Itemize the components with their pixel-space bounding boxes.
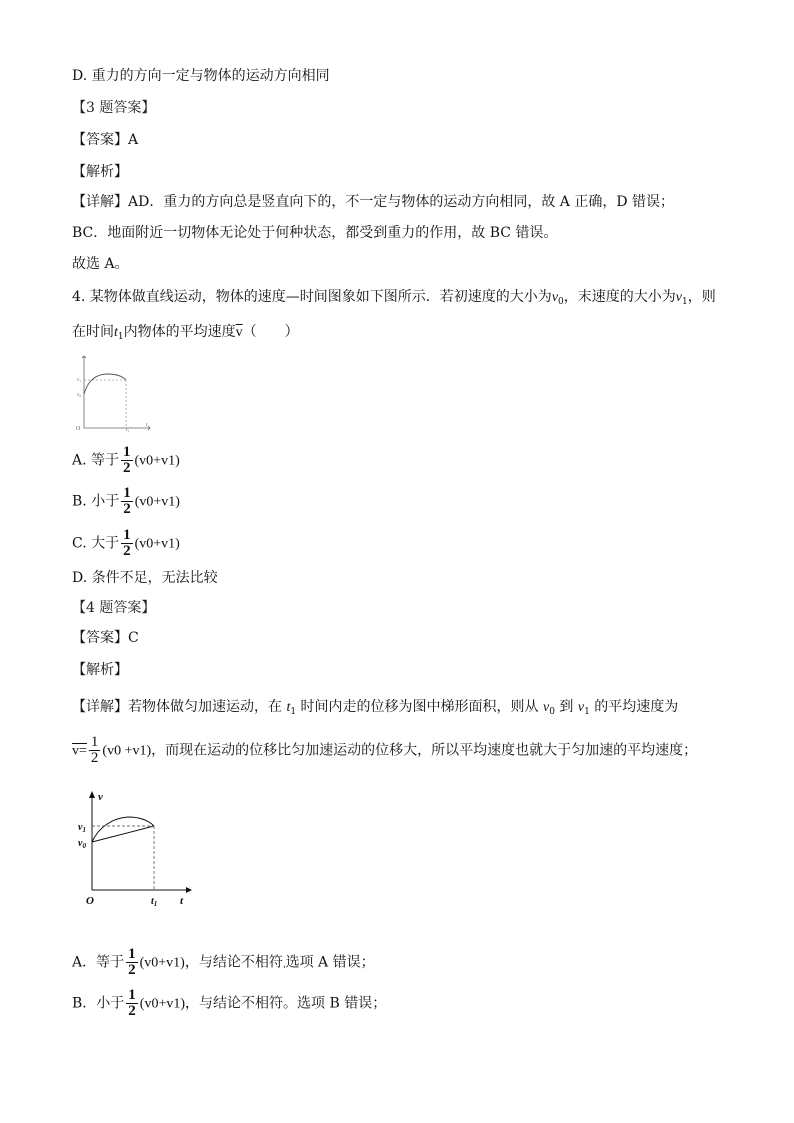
svg-text:O: O [86,895,94,907]
answer-label: 【答案】 [72,630,128,646]
detail-text: 时间内走的位移为图中梯形面积，则从 [300,699,539,715]
q4-option-d [72,568,218,588]
v0-symbol: v [542,700,550,715]
frac-num: 1 [123,527,131,543]
frac-num: 1 [128,987,136,1003]
review-text: ，与结论不相符 [184,954,283,971]
detail-label: 【详解】 [72,699,128,715]
review-text: ，与结论不相符。选项 B 错误； [185,995,387,1012]
half-fraction [121,528,133,559]
svg-text:v1: $v_1$ [78,822,86,834]
sum-expression: (v0+v1) [139,996,186,1012]
t1-symbol: t [114,325,118,340]
stem-text: 内物体的平均速度 [123,324,236,340]
q3-detail [72,192,674,212]
q4-option-b [72,486,180,517]
vbar-symbol: $\overline{v}$ [235,325,243,340]
q4-stem-line2 [72,322,299,347]
svg-text:O: O [76,426,81,432]
svg-text:t: t [146,423,148,428]
answer-value: C [128,630,139,646]
v0-subscript: 0 [549,707,555,717]
answer-label: 【答案】 [72,132,128,148]
svg-text:v₀: v₀ [77,393,82,398]
stem-text: ，末速度的大小为 [563,289,676,305]
svg-text:t1: $t_1$ [151,896,158,908]
sum-expression: (v0 +v1) [102,743,152,759]
frac-num: 1 [123,485,131,501]
v0-symbol: v [551,290,559,305]
q3-answer-header: 【3 题答案】 [72,100,156,116]
frac-den: 2 [123,501,131,517]
frac-den: 2 [123,460,131,476]
svg-text:t₁: t₁ [126,428,130,432]
vbar-equals: v= [72,743,87,759]
sum-expression: (v0+v1) [134,453,180,469]
stem-text: 在时间 [72,324,114,340]
stem-blank: （ ） [242,324,299,340]
large-vt-graph [76,786,194,910]
frac-den: 2 [123,543,131,559]
review-a: A．等于 $\frac{1}{2}$ (v0+v1)，与结论不相符ˌ选项 A 错误； [72,946,375,978]
q3-bc-text: BC．地面附近一切物体无论处于何种状态，都受到重力的作用，故 BC 错误。 [72,225,558,241]
v1-subscript: 1 [584,707,590,717]
option-label: A. [72,452,87,469]
q4-detail-line1 [72,697,678,722]
half-fraction [121,445,133,476]
review-b [72,988,386,1019]
t1-subscript: 1 [290,707,297,717]
v1-subscript: 1 [681,297,688,307]
q4-answer [72,628,139,648]
half-fraction [121,486,133,517]
option-label: C. [72,535,87,552]
option-text: 条件不足，无法比较 [91,570,218,586]
v1-symbol: v [675,290,682,305]
frac-num: 1 [128,946,136,962]
q3-answer [72,130,138,150]
v1-symbol: v [577,700,585,715]
q4-detail-line2 [72,735,697,766]
q4-analysis-label: 【解析】 [72,662,128,678]
detail-text: AD．重力的方向总是竖直向下的，不一定与物体的运动方向相同，故 A 正确，D 错误； [128,194,675,210]
answer-value: A [128,132,139,148]
t1-subscript: 1 [117,332,124,342]
half-fraction [126,988,138,1019]
option-text: 小于 [91,493,120,510]
q4-option-a [72,445,180,476]
q3-option-d: D. 重力的方向一定与物体的运动方向相同 [72,68,330,84]
option-label: D. [72,570,88,586]
q3-conclusion: 故选 A。 [72,256,129,272]
option-text: 等于 [91,452,120,469]
sum-expression: (v0+v1) [134,536,180,552]
detail-text: 若物体做匀加速运动，在 [128,699,282,715]
svg-text:t: t [180,895,184,907]
t1-symbol: t [286,700,291,715]
half-fraction [126,947,138,978]
svg-text:v₁: v₁ [77,378,82,383]
frac-num: 1 [90,734,99,750]
detail-text: ，而现在运动的位移比匀加速运动的位移大，所以平均速度也就大于匀加速的平均速度； [151,742,698,759]
frac-num: 1 [123,444,131,460]
q4-option-c [72,528,180,559]
detail-text: 的平均速度为 [594,699,679,715]
v0-subscript: 0 [558,297,564,307]
option-label: B. [72,493,87,510]
q3-analysis-label: 【解析】 [72,164,128,180]
q4-answer-header: 【4 题答案】 [72,600,156,616]
review-label: B．小于 [72,995,125,1012]
q4-stem-line1 [72,287,716,312]
svg-text:v0: $v_0$ [78,838,86,850]
option-text: 大于 [91,535,120,552]
sum-expression: (v0+v1) [134,494,180,510]
review-text: 选项 A 错误； [285,954,375,971]
small-vt-graph [76,352,154,432]
svg-text:v: v [98,791,103,803]
stem-text: 4. 某物体做直线运动，物体的速度—时间图象如下图所示．若初速度的大小为 [72,289,552,305]
half-fraction [89,735,101,766]
detail-text: 到 [559,699,574,715]
frac-den: 2 [90,750,99,766]
frac-den: 2 [128,1003,136,1019]
stem-text: ，则 [687,289,716,305]
sum-expression: (v0+v1) [139,955,185,971]
review-label: A．等于 [72,954,125,971]
detail-label: 【详解】 [72,194,128,210]
frac-den: 2 [128,962,136,978]
